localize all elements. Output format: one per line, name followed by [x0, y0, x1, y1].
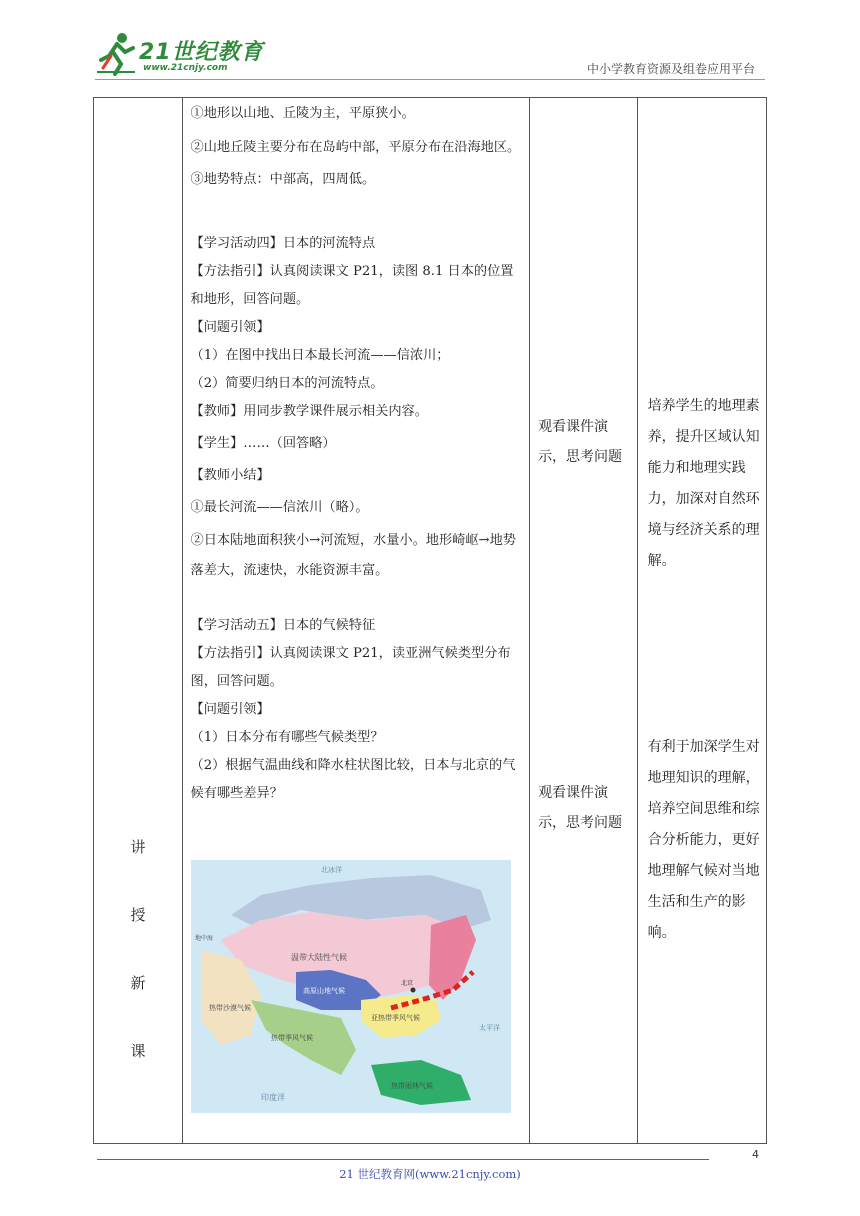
logo-text: 21世纪教育: [139, 40, 264, 65]
content-line: 【教师小结】: [190, 468, 270, 483]
map-label: 印度洋: [260, 1093, 285, 1102]
runner-logo-icon: [95, 30, 139, 78]
beijing-marker-icon: [410, 988, 415, 993]
design-intent-2: 有利于加深学生对地理知识的理解，培养空间思维和综合分析能力，更好地理解气候对当地生活和生产的影响。: [647, 739, 760, 941]
map-label: 温带大陆性气候: [290, 953, 347, 962]
content-line: 【方法指引】认真阅读课文 P21，读图 8.1 日本的位置和地形，回答问题。: [190, 264, 514, 307]
content-line: （1）在图中找出日本最长河流——信浓川；: [190, 348, 450, 363]
content-line: （2）简要归纳日本的河流特点。: [190, 376, 384, 391]
map-label: 热带季风气候: [270, 1034, 313, 1042]
map-label: 太平洋: [478, 1024, 500, 1032]
page-number: 4: [752, 1148, 759, 1161]
content-line: 【教师】用同步教学课件展示相关内容。: [190, 404, 428, 419]
map-label: 北冰洋: [320, 866, 342, 874]
table-row: [94, 98, 767, 1144]
content-line: ①地形以山地、丘陵为主，平原狭小。: [190, 106, 415, 121]
content-line: 【学生】……（回答略）: [190, 436, 336, 451]
stage-char: 讲: [130, 838, 146, 856]
stage-char: 授: [130, 906, 146, 924]
map-label: 热带雨林气候: [390, 1082, 433, 1090]
content-line: ①最长河流——信浓川（略）。: [190, 500, 369, 515]
content-line: （2）根据气温曲线和降水柱状图比较，日本与北京的气候有哪些差异？: [190, 758, 516, 801]
page-header: [0, 0, 860, 90]
content-line: 【问题引领】: [190, 320, 270, 335]
map-label: 高原山地气候: [302, 987, 345, 995]
design-intent-1: 培养学生的地理素养，提升区域认知能力和地理实践力，加深对自然环境与经济关系的理解。: [647, 398, 760, 569]
activity-heading: 【学习活动四】日本的河流特点: [190, 236, 376, 251]
header-divider: [95, 79, 765, 80]
content-line: ②山地丘陵主要分布在岛屿中部，平原分布在沿海地区。: [190, 140, 521, 155]
activity-cell: [530, 98, 638, 1144]
content-line: 【问题引领】: [190, 702, 270, 717]
activity-heading: 【学习活动五】日本的气候特征: [190, 618, 376, 633]
footer-site-link[interactable]: 21 世纪教育网(www.21cnjy.com): [339, 1167, 521, 1181]
content-line: ③地势特点：中部高，四周低。: [190, 172, 376, 187]
map-label: 热带沙漠气候: [208, 1004, 251, 1012]
map-label: 北京: [400, 980, 413, 987]
lesson-table: [93, 97, 767, 1144]
footer-divider: [97, 1159, 709, 1160]
asia-climate-map: [191, 860, 511, 1113]
platform-title: 中小学教育资源及组卷应用平台: [586, 62, 755, 76]
stage-cell: [94, 98, 183, 1144]
stage-label: [94, 813, 182, 1085]
goal-cell: [637, 98, 766, 1144]
content-line: （1）日本分布有哪些气候类型？: [190, 730, 384, 745]
map-label: 地中海: [194, 935, 213, 942]
content-line: ②日本陆地面积狭小→河流短，水量小。地形崎岖→地势落差大，流速快，水能资源丰富。: [190, 533, 516, 578]
logo-url: www.21cnjy.com: [143, 63, 228, 73]
stage-char: 课: [130, 1042, 146, 1060]
logo: [95, 30, 265, 80]
content-line: 【方法指引】认真阅读课文 P21，读亚洲气候类型分布图，回答问题。: [190, 646, 511, 689]
stage-char: 新: [130, 974, 146, 992]
student-activity-1: 观看课件演示，思考问题: [538, 419, 623, 465]
content-cell: [182, 98, 530, 1144]
student-activity-2: 观看课件演示，思考问题: [538, 785, 623, 831]
map-label: 亚热带季风气候: [370, 1014, 420, 1022]
